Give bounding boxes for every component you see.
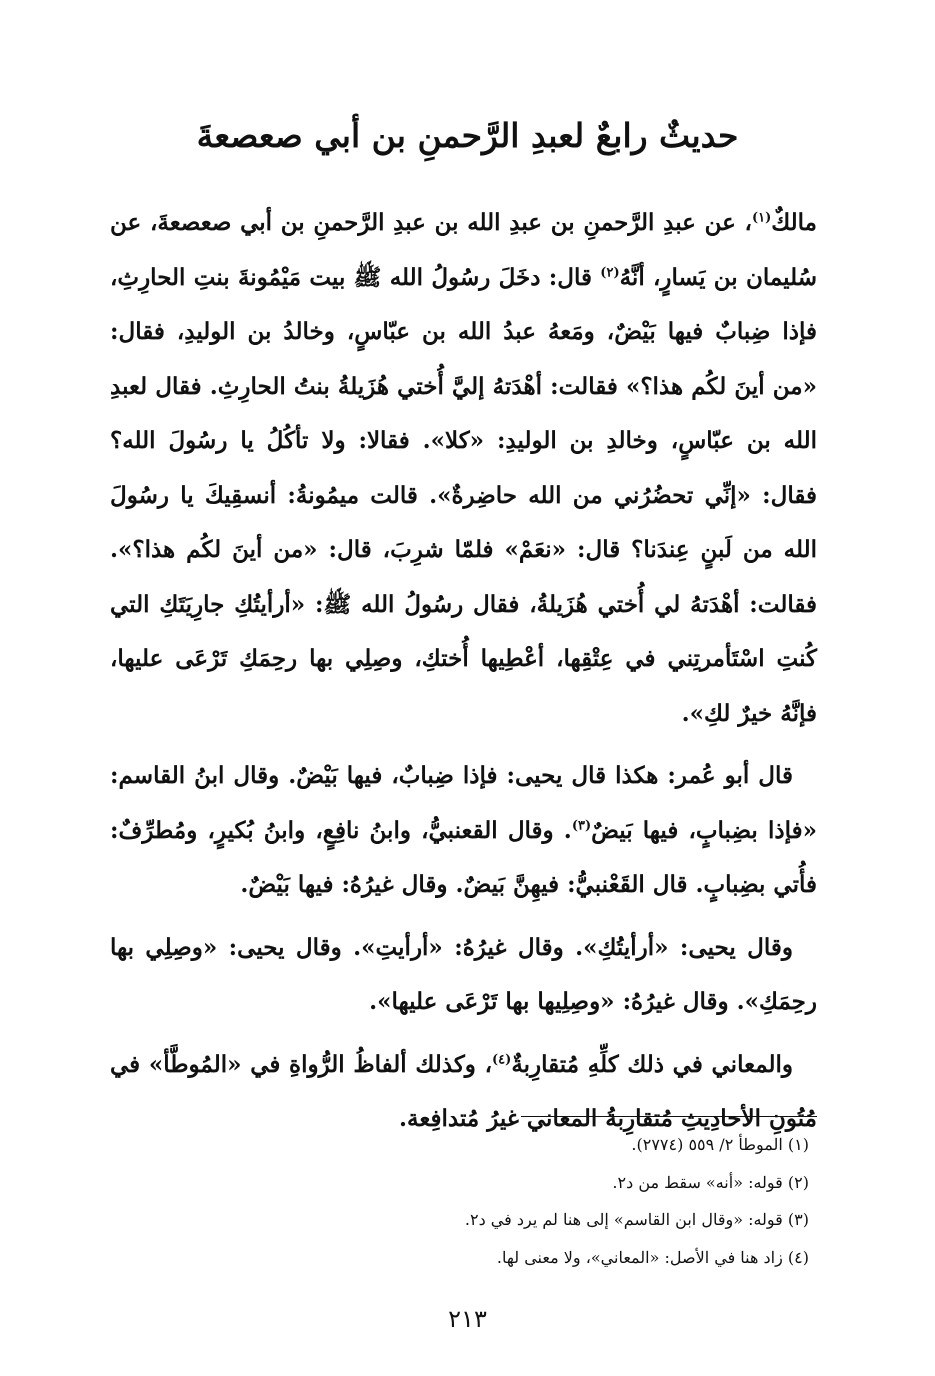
footnote-list — [110, 1117, 817, 1276]
footnote-ref: (١) — [751, 210, 772, 226]
footnote-item: (٢) قوله: «أنه» سقط من د٢. — [612, 1172, 809, 1192]
main-text — [110, 196, 817, 1155]
footnote-item: (٣) قوله: «وقال ابن القاسم» إلى هنا لم يرد في د٢. — [464, 1210, 809, 1229]
text-segment: قال أبو عُمر: هكذا قال يحيى: فإذا ضِبابٌ، فيها بَيْضٌ. وقال ابنُ القاسم: «فإذا بضِبابٍ، فيها بَيضٌ — [110, 762, 817, 844]
page-number: ٢١٣ — [448, 1305, 487, 1333]
text-segment: وقال يحيى: «أرأيتُكِ». وقال غيرُهُ: «أرأيتِ». وقال يحيى: «وصِلِي بها رحِمَكِ». وقال غيرُهُ: «وصِلِيها بها تَرْعَى عليها». — [110, 933, 817, 1015]
footnote-ref: (٢) — [600, 264, 620, 280]
paragraph-commentary — [110, 749, 817, 913]
text-segment: ، وكذلك ألفاظُ الرُّواةِ في «المُوطَّأ» في مُتُونِ الأحادِيثِ مُتقارِبةُ المعاني غيرُ مُتدافِعة. — [110, 1050, 817, 1132]
footnote-item: (٤) زاد هنا في الأصل: «المعاني»، ولا معنى لها. — [496, 1247, 809, 1267]
paragraph-hadith — [110, 196, 817, 741]
text-segment: قال: دخَلَ رسُولُ الله ﷺ بيت مَيْمُونةَ بنتِ الحارِثِ، فإذا ضِبابٌ فيها بَيْضٌ، ومَعهُ عبدُ الله بن عبّاسٍ، وخالدُ بن الوليدِ، فقال: «من أينَ لكُم هذا؟» فقالت: أهْدَتهُ إليَّ أُختي هُزَيلةُ بنتُ الحارِثِ. فقال لعبدِ الله بن عبّاسٍ، وخالدِ بن الوليدِ: «كلا». فقالا: ولا تأكُلُ يا رسُولَ الله؟ فقال: «إنِّي تحضُرُني من الله حاضِرةٌ». قالت ميمُونةُ: أنسقِيكَ يا رسُولَ الله من لَبنٍ عِندَنا؟ قال: «نعَمْ» فلمّا شرِبَ، قال: «من أينَ لكُم هذا؟». فقالت: أهْدَتهُ لي أُختي هُزَيلةُ، فقال رسُولُ الله ﷺ: «أرأيتُكِ جارِيَتَكِ التي كُنتِ اسْتَأمرتِني في عِتْقِها، أعْطِيها أُختكِ، وصِلِي بها رحِمَكِ تَرْعَى عليها، فإنَّهُ خيرٌ لكِ». — [110, 263, 817, 727]
footnote-ref: (٣) — [571, 817, 592, 833]
text-segment: . وقال القعنبيُّ، وابنُ نافِعٍ، وابنُ بُكيرٍ، ومُطرِّفٌ: فأُتي بضِبابٍ. قال القَعْنبيُّ: فيهِنَّ بَيضٌ. وقال غيرُهُ: فيها بَيْضٌ. — [110, 816, 817, 898]
paragraph-variants — [110, 921, 817, 1030]
hadith-title: حديثٌ رابعٌ لعبدِ الرَّحمنِ بن أبي صعصعةَ — [196, 116, 739, 155]
footnote-ref: (٤) — [492, 1051, 512, 1067]
text-segment: والمعاني في ذلك كلِّهِ مُتقارِبةٌ — [511, 1050, 793, 1078]
text-segment: مالكٌ — [771, 209, 817, 236]
text-segment: ، عن عبدِ الرَّحمنِ بن عبدِ الله بن عبدِ الرَّحمنِ بن أبي صعصعةَ، عن سُليمان بن يَسارٍ، أنَّهُ — [110, 209, 817, 291]
footnote-item: (١) الموطأ ٢/ ٥٥٩ (٢٧٧٤). — [631, 1135, 809, 1154]
footnotes-section — [110, 1116, 817, 1276]
